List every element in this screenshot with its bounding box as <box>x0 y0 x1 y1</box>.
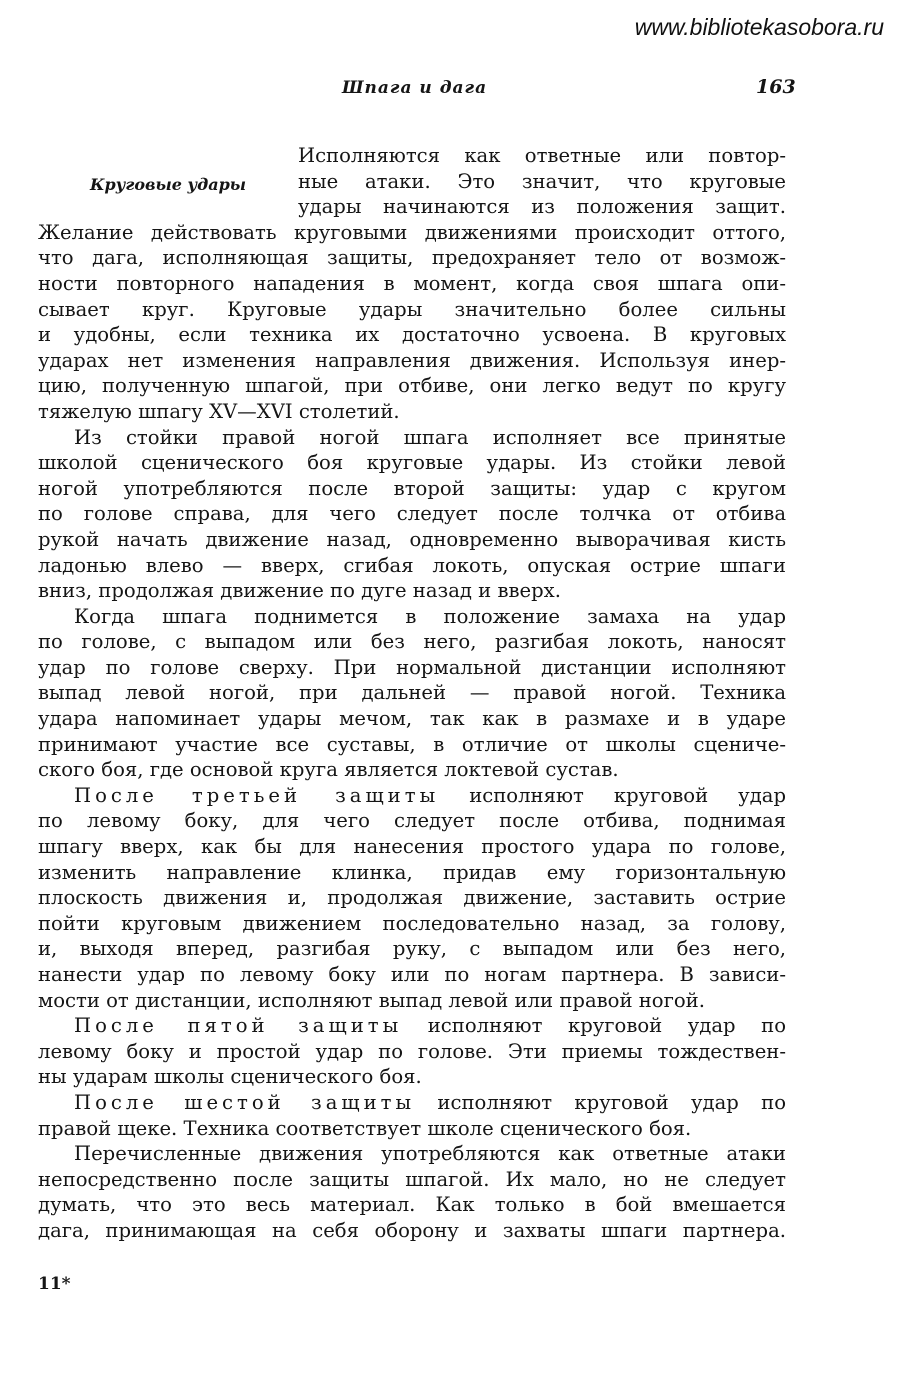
text-line: вниз, продолжая движение по дуге назад и вверх. <box>38 579 561 603</box>
text-line: Перечисленные движения употребляются как ответные атаки <box>74 1142 786 1166</box>
text-line: по голове справа, для чего следует после толчка от отбива <box>38 502 786 526</box>
text-line: ны ударам школы сценического боя. <box>38 1065 422 1089</box>
text-line: ударах нет изменения направления движения. Используя инер- <box>38 348 786 372</box>
text-line: пойти круговым движением последовательно назад, за голову, <box>38 911 786 935</box>
paragraph <box>38 604 786 783</box>
text-line: левому боку и простой удар по голове. Эти приемы тождествен- <box>38 1039 786 1063</box>
side-heading: Круговые удары <box>90 175 247 194</box>
text-line-rest: исполняют круговой удар по <box>415 1090 786 1114</box>
paragraph <box>38 1013 786 1090</box>
text-line: плоскость движения и, продолжая движение, заставить острие <box>38 886 786 910</box>
text-line: Из стойки правой ногой шпага исполняет все принятые <box>74 425 786 449</box>
text-line: школой сценического боя круговые удары. Из стойки левой <box>38 451 786 475</box>
paragraph <box>38 783 786 1013</box>
text-line: что дага, исполняющая защиты, предохраняет тело от возмож- <box>38 246 786 270</box>
text-line <box>38 1013 786 1039</box>
text-line: нанести удар по левому боку или по ногам партнера. В зависи- <box>38 963 786 986</box>
text-line: выпад левой ногой, при дальней — правой ногой. Техника <box>38 681 786 705</box>
paragraph <box>38 143 786 425</box>
text-line: ладонью влево — вверх, сгибая локоть, опуская острие шпаги <box>38 553 786 577</box>
paragraph <box>38 1141 786 1243</box>
text-line: сывает круг. Круговые удары значительно более сильны <box>38 297 786 321</box>
text-line: принимают участие все суставы, в отличие от школы сцениче- <box>38 732 786 756</box>
signature-mark: 11* <box>38 1274 71 1294</box>
page-number: 163 <box>756 76 796 98</box>
text-line-rest: исполняют круговой удар по <box>402 1014 786 1038</box>
text-line: ского боя, где основой круга является локтевой сустав. <box>38 758 619 782</box>
watermark-url: www.bibliotekasobora.ru <box>634 14 884 40</box>
text-line: по левому боку, для чего следует после отбива, поднимая <box>38 809 786 833</box>
text-line: рукой начать движение назад, одновременно выворачивая кисть <box>38 527 786 551</box>
text-line: шпагу вверх, как бы для нанесения простого удара по голове, <box>38 835 786 859</box>
paragraph <box>38 1090 786 1141</box>
running-head-title: Шпага и дага <box>342 78 488 98</box>
text-line: Желание действовать круговыми движениями происходит оттого, <box>38 220 786 244</box>
text-line: правой щеке. Техника соответствует школе сценического боя. <box>38 1116 692 1140</box>
text-line: мости от дистанции, исполняют выпад левой или правой ногой. <box>38 988 705 1012</box>
text-line: удары начинаются из положения защит. <box>298 195 786 219</box>
text-line: тяжелую шпагу XV—XVI столетий. <box>38 399 400 423</box>
text-line: по голове, с выпадом или без него, разгибая локоть, наносят <box>38 630 786 654</box>
text-line: ности повторного нападения в момент, когда своя шпага опи- <box>38 271 786 295</box>
text-line <box>38 1090 786 1116</box>
text-line: Когда шпага поднимется в положение замаха на удар <box>74 604 786 628</box>
text-line: цию, полученную шпагой, при отбиве, они легко ведут по кругу <box>38 374 786 398</box>
spaced-lead: После пятой защиты <box>74 1014 403 1038</box>
text-line: ные атаки. Это значит, что круговые <box>298 169 786 193</box>
text-line: непосредственно после защиты шпагой. Их мало, но не следует <box>38 1167 786 1191</box>
text-line: и, выходя вперед, разгибая руку, с выпадом или без него, <box>38 937 786 961</box>
text-line: думать, что это весь материал. Как только в бой вмешается <box>38 1193 786 1217</box>
text-line: удара напоминает удары мечом, так как в размахе и в ударе <box>38 707 786 731</box>
text-line: и удобны, если техника их достаточно усвоена. В круговых <box>38 323 786 347</box>
running-head <box>0 78 900 108</box>
text-line: ногой употребляются после второй защиты: удар с кругом <box>38 476 786 500</box>
text-line-rest: исполняют круговой удар <box>439 783 786 807</box>
text-line: дага, принимающая на себя оборону и захваты шпаги партнера. <box>38 1218 786 1242</box>
text-line: изменить направление клинка, придав ему горизонтальную <box>38 860 786 884</box>
text-line <box>38 783 786 809</box>
spaced-lead: После третьей защиты <box>74 783 440 807</box>
paragraph <box>38 425 786 604</box>
text-line: Исполняются как ответные или повтор- <box>298 144 786 167</box>
text-line: удар по голове сверху. При нормальной дистанции исполняют <box>38 655 786 679</box>
spaced-lead: После шестой защиты <box>74 1090 416 1114</box>
body-text <box>38 143 786 1244</box>
